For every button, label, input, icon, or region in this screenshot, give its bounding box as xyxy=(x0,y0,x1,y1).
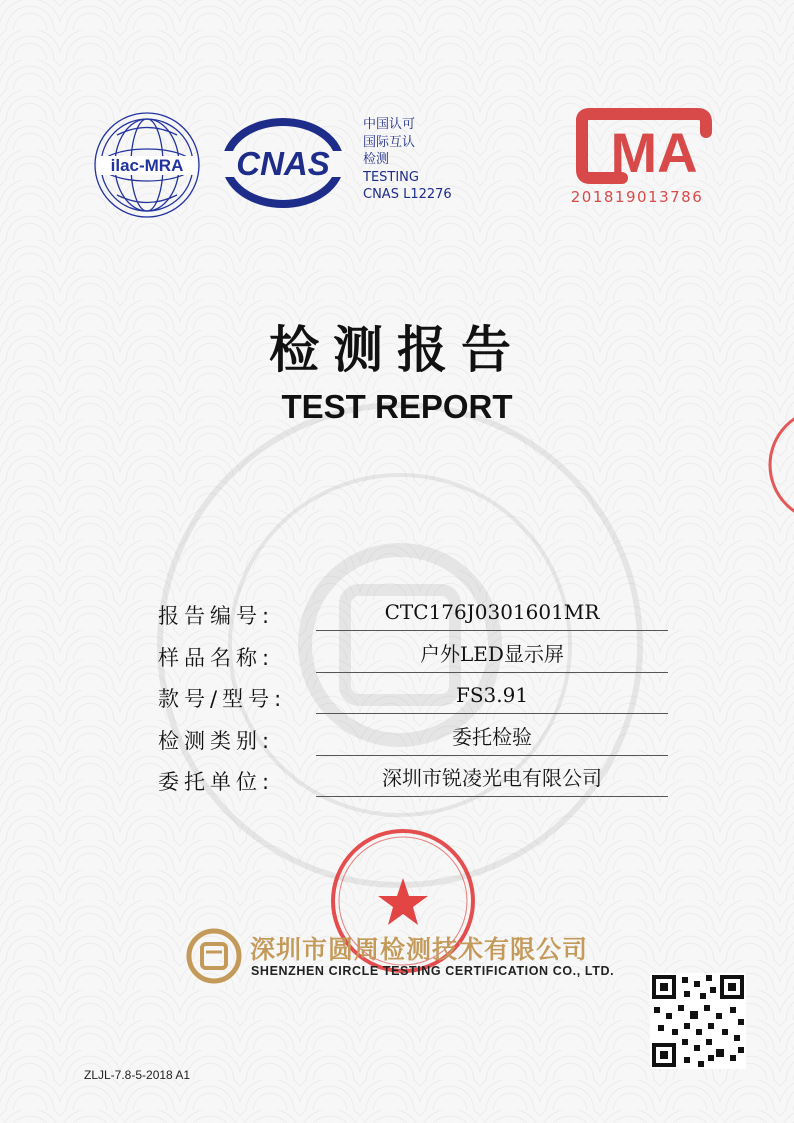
cnas-logo-icon xyxy=(222,118,344,208)
field-row-sample-name xyxy=(158,634,670,676)
field-value: 委托检验 xyxy=(316,717,668,756)
side-seal-icon xyxy=(764,405,794,525)
field-label: 报告编号: xyxy=(158,604,275,628)
field-label: 款号/型号: xyxy=(158,687,287,712)
field-value: FS3.91 xyxy=(316,675,668,714)
page-title: 检测报告 xyxy=(269,321,525,379)
cnas-line: 国际互认 xyxy=(363,134,416,150)
field-label: 样品名称: xyxy=(158,645,275,670)
cnas-accreditation-text xyxy=(363,116,452,204)
cnas-label: CNAS xyxy=(236,145,330,182)
cnas-line: 检测 xyxy=(363,152,390,167)
form-code: ZLJL-7.8-5-2018 A1 xyxy=(84,1068,191,1082)
field-row-test-type xyxy=(158,717,670,759)
company-name-en: SHENZHEN CIRCLE TESTING CERTIFICATION CO., LTD. xyxy=(251,964,615,978)
qr-code-icon xyxy=(650,973,746,1069)
company-logo-icon xyxy=(186,928,242,984)
cma-number: 201819013786 xyxy=(570,188,704,206)
cnas-line: 中国认可 xyxy=(363,117,416,132)
field-value: 户外LED显示屏 xyxy=(316,634,668,673)
cma-label: MA xyxy=(610,121,698,184)
ilac-label: ilac-MRA xyxy=(110,156,184,175)
field-value: CTC176J0301601MR xyxy=(316,592,668,631)
cnas-line: CNAS L12276 xyxy=(363,187,452,202)
field-row-report-number xyxy=(158,592,670,634)
field-row-model xyxy=(158,675,670,717)
report-fields xyxy=(158,592,670,800)
page-subtitle: TEST REPORT xyxy=(281,388,513,425)
company-name-cn: 深圳市圆周检测技术有限公司 xyxy=(250,935,589,964)
cnas-line: TESTING xyxy=(363,169,419,185)
field-label: 委托单位: xyxy=(158,770,275,795)
field-row-client xyxy=(158,758,670,800)
ilac-mra-logo-icon xyxy=(92,110,202,220)
field-label: 检测类别: xyxy=(158,728,275,753)
field-value: 深圳市锐凌光电有限公司 xyxy=(316,758,668,797)
